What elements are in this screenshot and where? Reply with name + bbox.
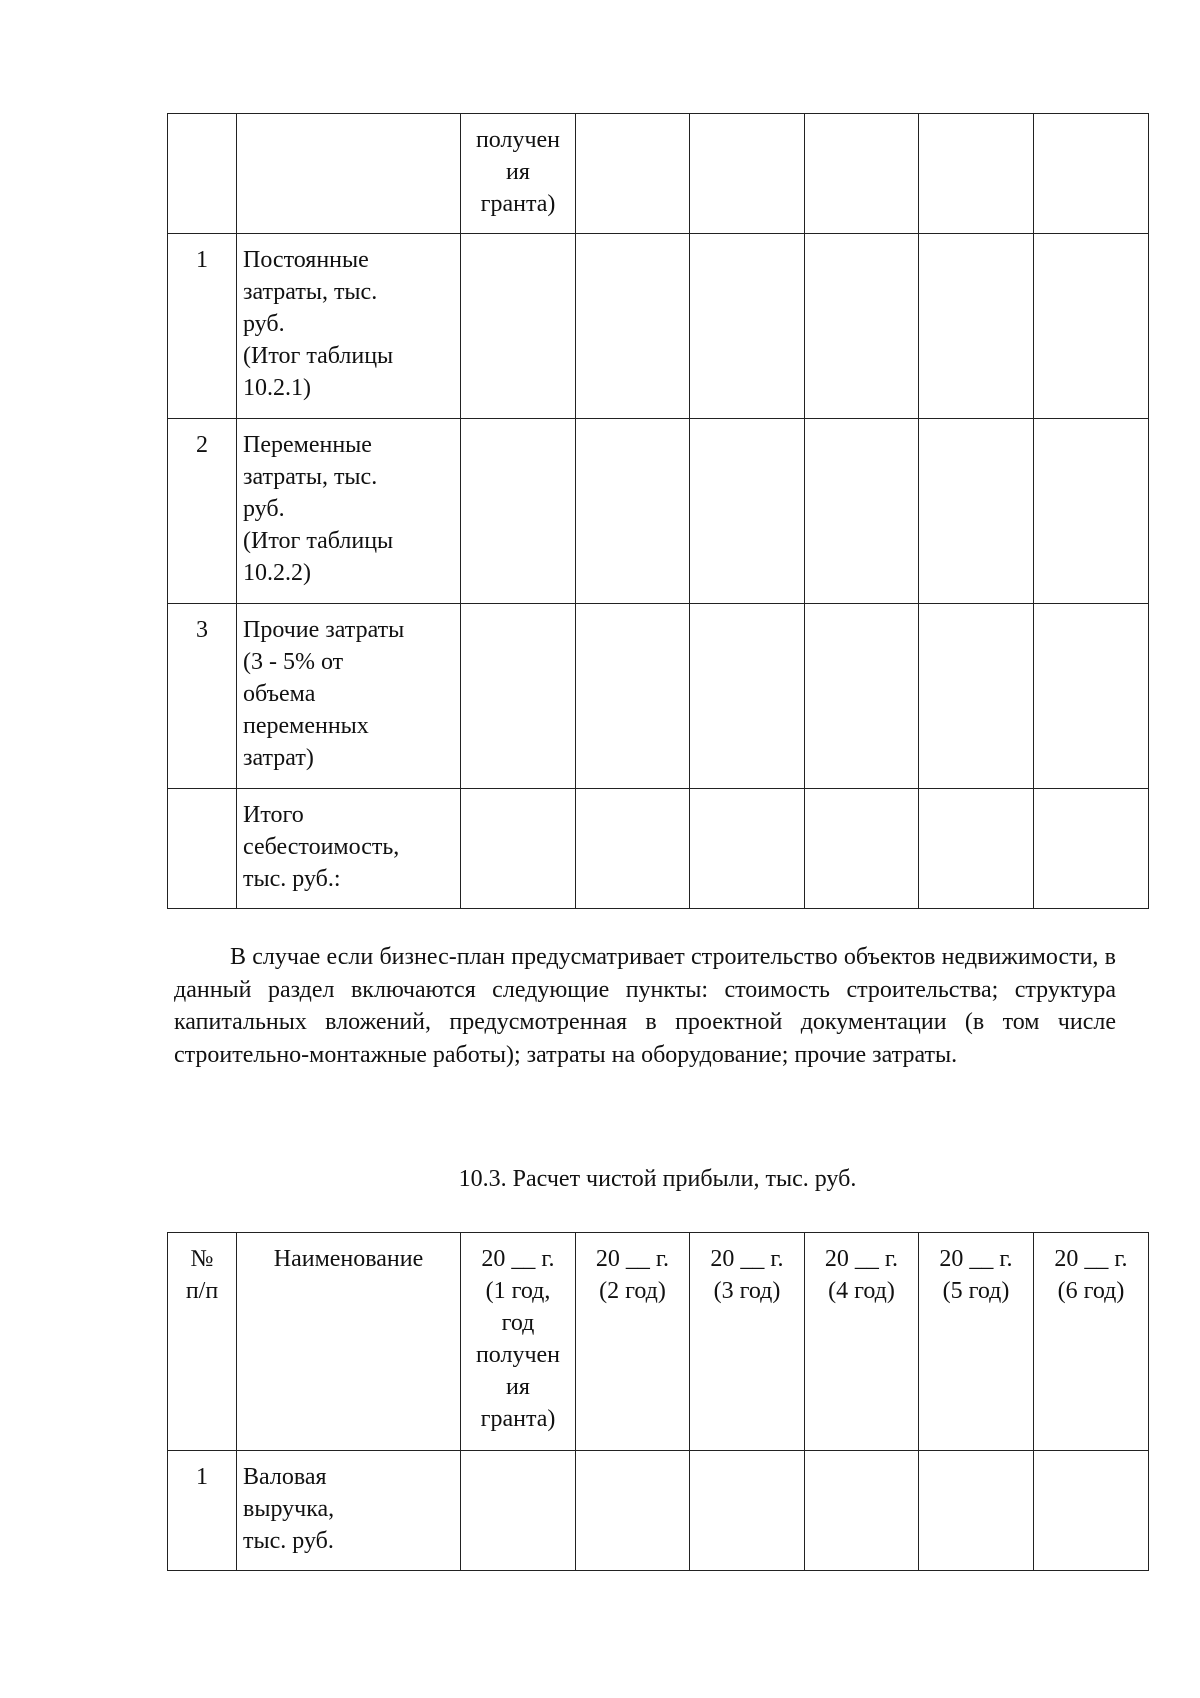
table-cell — [576, 234, 690, 419]
table-cell — [1034, 604, 1149, 789]
row-name: Итого себестоимость, тыс. руб.: — [237, 789, 461, 909]
row-name: Прочие затраты (3 - 5% от объема переменных затрат) — [237, 604, 461, 789]
table-cell — [576, 604, 690, 789]
table-cell — [690, 419, 805, 604]
table-cell — [1034, 1451, 1149, 1571]
table-caption: 10.3. Расчет чистой прибыли, тыс. руб. — [458, 1166, 857, 1192]
table-row — [168, 419, 1149, 604]
table-cell — [461, 1451, 576, 1571]
table-cell — [919, 789, 1034, 909]
header-year-1: 20 __ г. (1 год, год получен ия гранта) — [461, 1233, 576, 1451]
table-cell — [576, 789, 690, 909]
row-name: Переменные затраты, тыс. руб. (Итог таблицы 10.2.2) — [237, 419, 461, 604]
table-cell — [237, 114, 461, 234]
table-cell — [805, 789, 919, 909]
cost-table — [167, 113, 1149, 909]
row-number: 3 — [168, 604, 237, 789]
table-cell — [919, 604, 1034, 789]
table-cell — [1034, 419, 1149, 604]
table-cell — [919, 419, 1034, 604]
header-year-3: 20 __ г. (3 год) — [690, 1233, 805, 1451]
table-cell — [168, 114, 237, 234]
table-cell — [1034, 114, 1149, 234]
header-year-4: 20 __ г. (4 год) — [805, 1233, 919, 1451]
table-cell — [805, 114, 919, 234]
table-cell — [919, 1451, 1034, 1571]
table-cell — [461, 604, 576, 789]
table-cell — [1034, 234, 1149, 419]
table-cell — [576, 1451, 690, 1571]
row-name: Постоянные затраты, тыс. руб. (Итог таблицы 10.2.1) — [237, 234, 461, 419]
table-cell — [805, 419, 919, 604]
table-cell — [919, 234, 1034, 419]
row-number: 2 — [168, 419, 237, 604]
header-number: № п/п — [168, 1233, 237, 1451]
table-cell — [690, 1451, 805, 1571]
table-cell — [690, 789, 805, 909]
header-year-6: 20 __ г. (6 год) — [1034, 1233, 1149, 1451]
table-cell — [690, 604, 805, 789]
table-cell — [690, 234, 805, 419]
table-row — [168, 234, 1149, 419]
table-cell — [805, 234, 919, 419]
table-cell — [690, 114, 805, 234]
table-row — [168, 789, 1149, 909]
table-cell — [805, 604, 919, 789]
table-cell — [461, 419, 576, 604]
table-cell — [461, 789, 576, 909]
net-profit-table — [167, 1232, 1149, 1571]
header-name: Наименование — [237, 1233, 461, 1451]
table-row — [168, 604, 1149, 789]
header-year-5: 20 __ г. (5 год) — [919, 1233, 1034, 1451]
row-name: Валовая выручка, тыс. руб. — [237, 1451, 461, 1571]
table-cell — [1034, 789, 1149, 909]
row-number: 1 — [168, 234, 237, 419]
row-number: 1 — [168, 1451, 237, 1571]
table-cell — [919, 114, 1034, 234]
table-cell — [461, 234, 576, 419]
table-row — [168, 1451, 1149, 1571]
row-number — [168, 789, 237, 909]
table-cell — [805, 1451, 919, 1571]
table-header-continuation — [168, 114, 1149, 234]
table-cell — [576, 114, 690, 234]
table-cell — [576, 419, 690, 604]
body-paragraph: В случае если бизнес-план предусматривает строительство объектов недвижимости, в данный раздел включаются следующие пункты: стоимость строительства; структура капитальных вложений, предусмотренная в проектной документации (в том числе строительно-монтажные работы); затраты на оборудование; прочие затраты. — [174, 944, 1116, 1068]
table-header-cell: получен ия гранта) — [461, 114, 576, 234]
table-header-row — [168, 1233, 1149, 1451]
header-year-2: 20 __ г. (2 год) — [576, 1233, 690, 1451]
